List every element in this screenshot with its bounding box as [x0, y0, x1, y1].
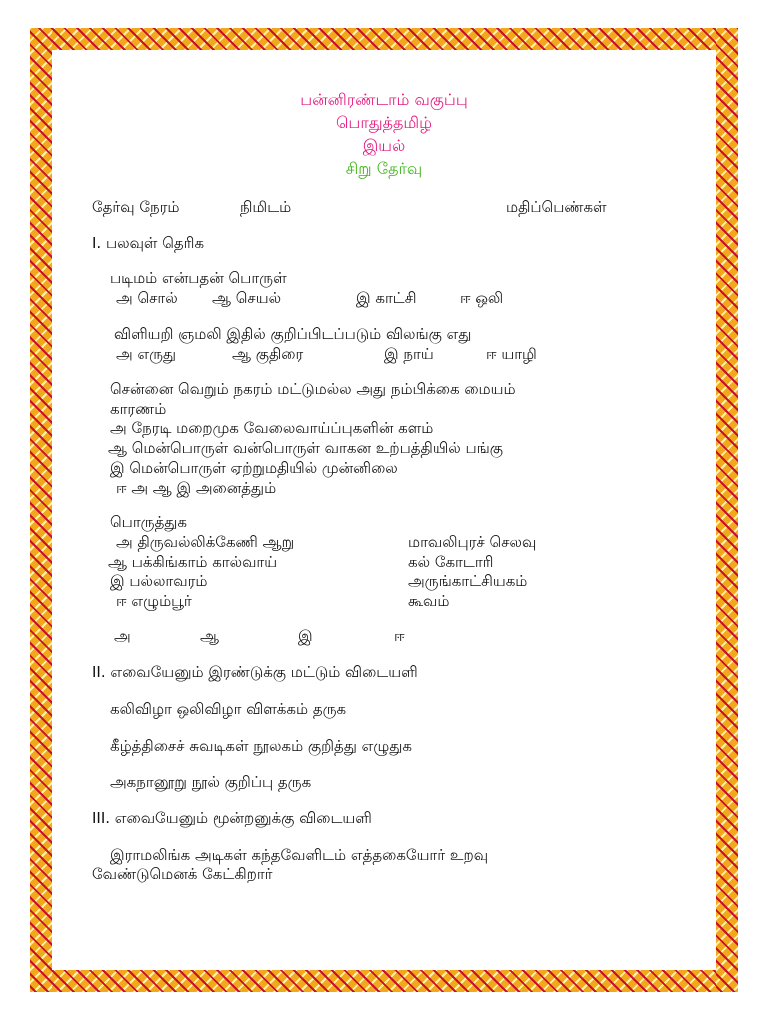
q1-option-c: இ காட்சி — [356, 289, 417, 307]
q3-option-d: ஈ அ ஆ இ அனைத்தும் — [116, 479, 277, 497]
s3-question-1-line2: வேண்டுமெனக் கேட்கிறார் — [92, 865, 273, 883]
exam-time-label: தேர்வு நேரம் — [92, 198, 180, 216]
q4-answer-c: இ — [298, 627, 313, 645]
q4-left-1: அ திருவல்லிக்கேணி ஆறு — [116, 533, 295, 551]
q2-question: விளியறி ஞமலி இதில் குறிப்பிடப்படும் விலங்கு எது — [114, 325, 472, 343]
s2-question-1: கலிவிழா ஒலிவிழா விளக்கம் தருக — [110, 700, 347, 718]
marks-label: மதிப்பெண்கள் — [506, 198, 607, 216]
q3-option-c: இ மென்பொருள் ஏற்றுமதியில் முன்னிலை — [110, 459, 398, 477]
q2-option-c: இ நாய் — [384, 345, 434, 363]
q1-option-b: ஆ செயல் — [212, 289, 282, 307]
section-1-title: I. பலவுள் தெரிக — [92, 234, 205, 252]
q3-question-line2: காரணம் — [110, 400, 167, 418]
q2-option-a: அ எருது — [116, 345, 177, 363]
q4-answer-b: ஆ — [200, 627, 219, 645]
decorative-border-bottom — [30, 970, 738, 992]
q4-left-3: இ பல்லாவரம் — [110, 572, 208, 590]
subject-title: பொதுத்தமிழ் — [335, 113, 433, 132]
unit-title: இயல் — [362, 136, 406, 155]
minutes-label: நிமிடம் — [240, 198, 292, 216]
q4-left-4: ஈ எழும்பூர் — [116, 592, 192, 610]
q1-option-d: ஈ ஒலி — [460, 289, 504, 307]
q3-option-a: அ நேரடி மறைமுக வேலைவாய்ப்புகளின் களம் — [110, 419, 434, 437]
q1-option-a: அ சொல் — [116, 289, 178, 307]
test-title: சிறு தேர்வு — [345, 159, 423, 178]
q1-question: படிமம் என்பதன் பொருள் — [110, 269, 287, 287]
section-2-title: II. எவையேனும் இரண்டுக்கு மட்டும் விடையளி — [92, 663, 418, 681]
s2-question-2: கீழ்த்திசைச் சுவடிகள் நூலகம் குறித்து எழுதுக — [110, 737, 412, 755]
q4-answer-a: அ — [114, 627, 131, 645]
q3-option-b: ஆ மென்பொருள் வன்பொருள் வாகன உற்பத்தியில் பங்கு — [108, 439, 503, 457]
q4-right-2: கல் கோடாரி — [408, 553, 494, 571]
s3-question-1-line1: இராமலிங்க அடிகள் கந்தவேளிடம் எத்தகையோர் உறவு — [110, 846, 489, 864]
q4-question: பொருத்துக — [110, 513, 187, 531]
s2-question-3: அகநானூறு நூல் குறிப்பு தருக — [110, 773, 312, 791]
q4-left-2: ஆ பக்கிங்காம் கால்வாய் — [108, 553, 278, 571]
q2-option-d: ஈ யாழி — [486, 345, 537, 363]
q4-right-3: அருங்காட்சியகம் — [408, 572, 528, 590]
q3-question-line1: சென்னை வெறும் நகரம் மட்டுமல்ல அது நம்பிக்கை மையம் — [110, 380, 516, 398]
q4-right-4: கூவம் — [408, 592, 450, 610]
class-title: பன்னிரண்டாம் வகுப்பு — [300, 90, 468, 109]
q4-right-1: மாவலிபுரச் செலவு — [408, 533, 537, 551]
q2-option-b: ஆ குதிரை — [232, 345, 304, 363]
q4-answer-d: ஈ — [394, 627, 405, 645]
decorative-border-top — [30, 28, 738, 50]
section-3-title: III. எவையேனும் மூன்றனுக்கு விடையளி — [92, 809, 372, 827]
